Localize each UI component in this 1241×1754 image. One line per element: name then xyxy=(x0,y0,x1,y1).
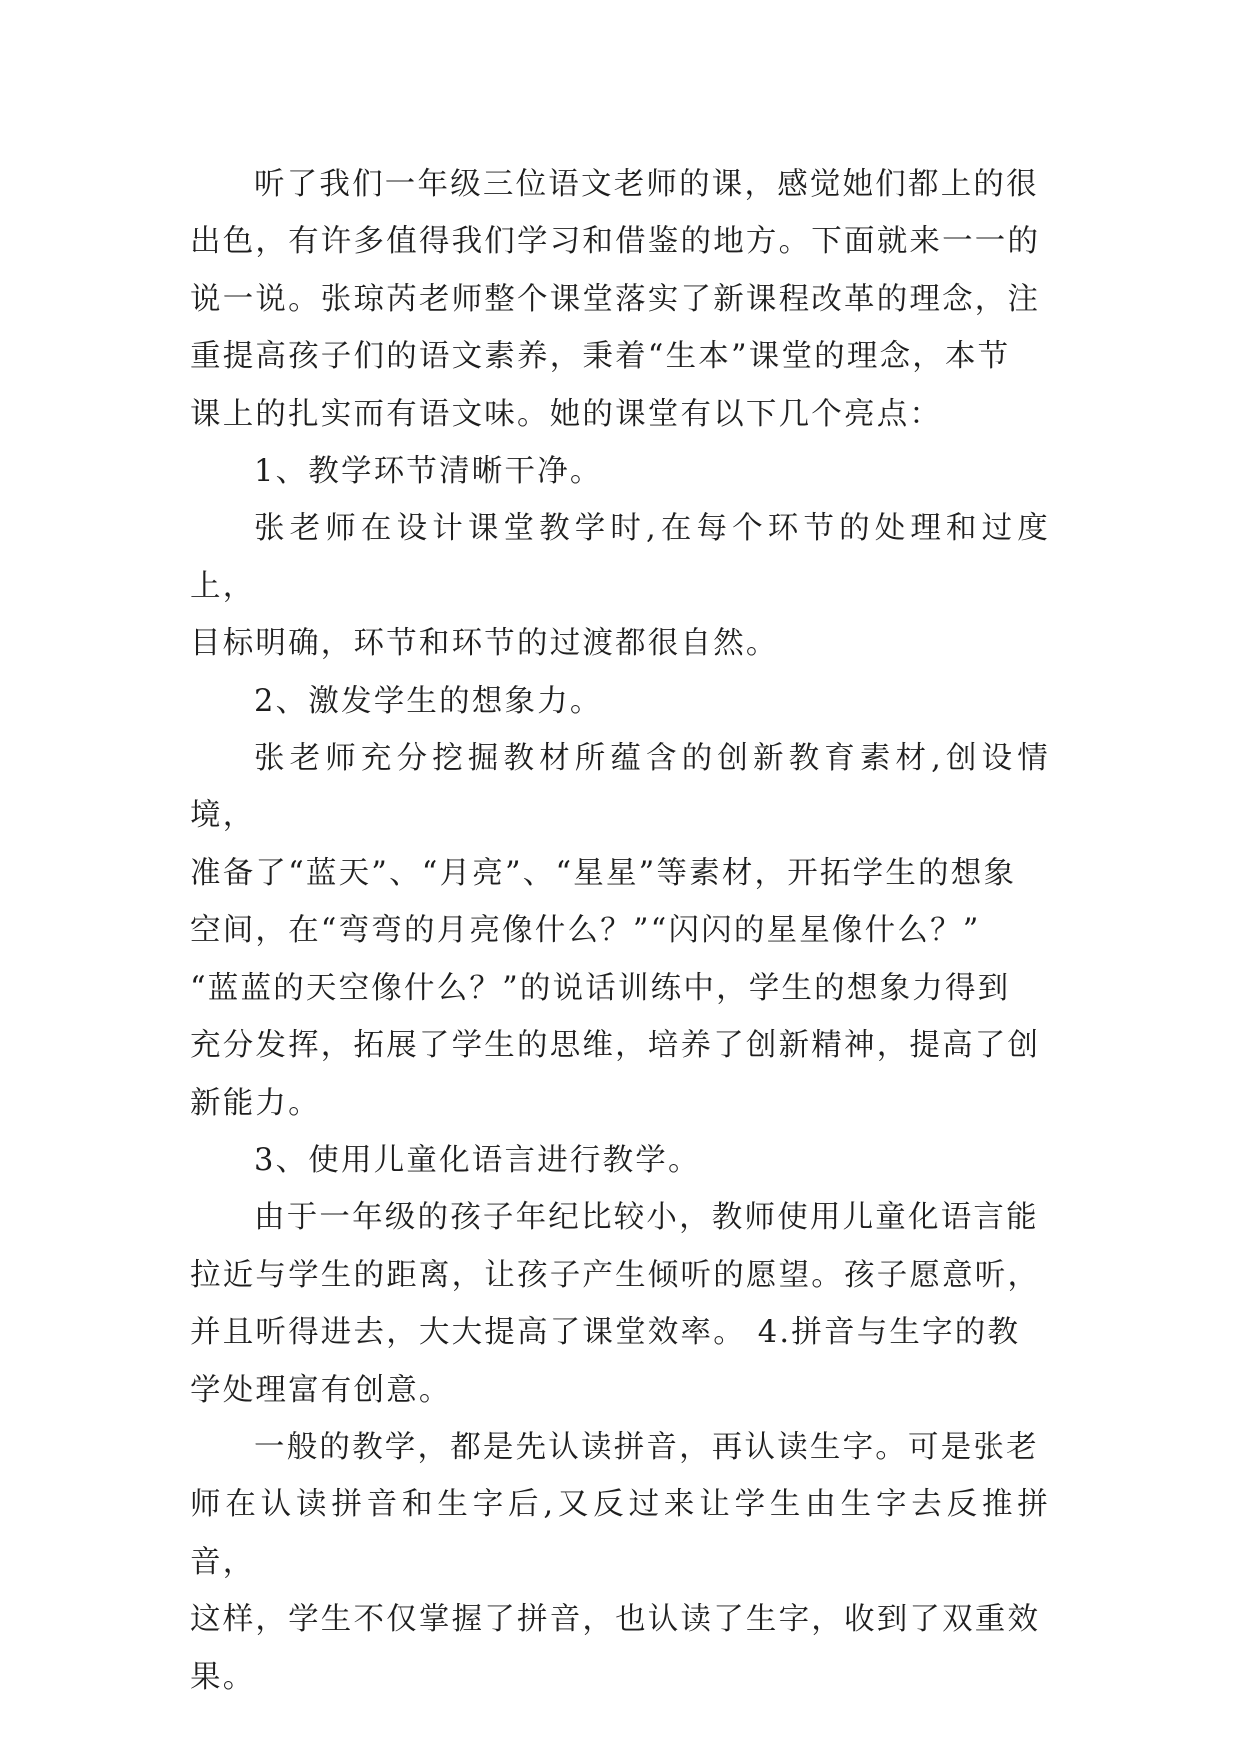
text-line: 重提高孩子们的语文素养，秉着“生本”课堂的理念，本节 xyxy=(190,339,1011,375)
text-line: “蓝蓝的天空像什么？”的说话训练中，学生的想象力得到 xyxy=(190,970,1011,1006)
paragraph-intro xyxy=(190,156,1050,443)
text-line: 1、教学环节清晰干净。 xyxy=(254,454,603,490)
text-line: 说一说。张琼芮老师整个课堂落实了新课程改革的理念，注 xyxy=(190,281,1041,317)
text-line: 充分发挥，拓展了学生的思维，培养了创新精神，提高了创 xyxy=(190,1028,1041,1064)
text-line: 听了我们一年级三位语文老师的课，感觉她们都上的很 xyxy=(254,167,1039,202)
heading-point-2 xyxy=(190,673,1050,730)
text-line: 一般的教学，都是先认读拼音，再认读生字。可是张老 xyxy=(254,1429,1039,1465)
text-line: 张老师在设计课堂教学时,在每个环节的处理和过度上， xyxy=(190,511,1050,604)
text-line: 3、使用儿童化语言进行教学。 xyxy=(254,1142,701,1178)
text-line: 空间，在“弯弯的月亮像什么？”“闪闪的星星像什么？” xyxy=(190,913,981,949)
text-line: 课上的扎实而有语文味。她的课堂有以下几个亮点： xyxy=(190,396,943,432)
text-line: 出色，有许多值得我们学习和借鉴的地方。下面就来一一的 xyxy=(190,224,1041,260)
text-line: 并且听得进去，大大提高了课堂效率。 4.拼音与生字的教 xyxy=(190,1315,1021,1351)
text-line: 果。 xyxy=(190,1659,256,1695)
paragraph-point-2 xyxy=(190,730,1050,1132)
text-line: 由于一年级的孩子年纪比较小，教师使用儿童化语言能 xyxy=(254,1200,1039,1236)
text-line: 张老师充分挖掘教材所蕴含的创新教育素材,创设情境， xyxy=(190,741,1050,834)
paragraph-point-4 xyxy=(190,1419,1050,1706)
text-line: 这样，学生不仅掌握了拼音，也认读了生字，收到了双重效 xyxy=(190,1602,1041,1638)
heading-point-1 xyxy=(190,443,1050,500)
text-line: 准备了“蓝天”、“月亮”、“星星”等素材，开拓学生的想象 xyxy=(190,855,1017,891)
text-line: 学处理富有创意。 xyxy=(190,1372,452,1408)
text-line: 2、激发学生的想象力。 xyxy=(254,683,603,719)
text-line: 目标明确，环节和环节的过渡都很自然。 xyxy=(190,626,779,662)
text-line: 师在认读拼音和生字后,又反过来让学生由生字去反推拼音， xyxy=(190,1487,1050,1580)
paragraph-point-3 xyxy=(190,1189,1050,1419)
document-body xyxy=(190,156,1050,1706)
text-line: 拉近与学生的距离，让孩子产生倾听的愿望。孩子愿意听， xyxy=(190,1257,1041,1293)
text-line: 新能力。 xyxy=(190,1085,321,1121)
heading-point-3 xyxy=(190,1132,1050,1189)
paragraph-point-1 xyxy=(190,500,1050,672)
